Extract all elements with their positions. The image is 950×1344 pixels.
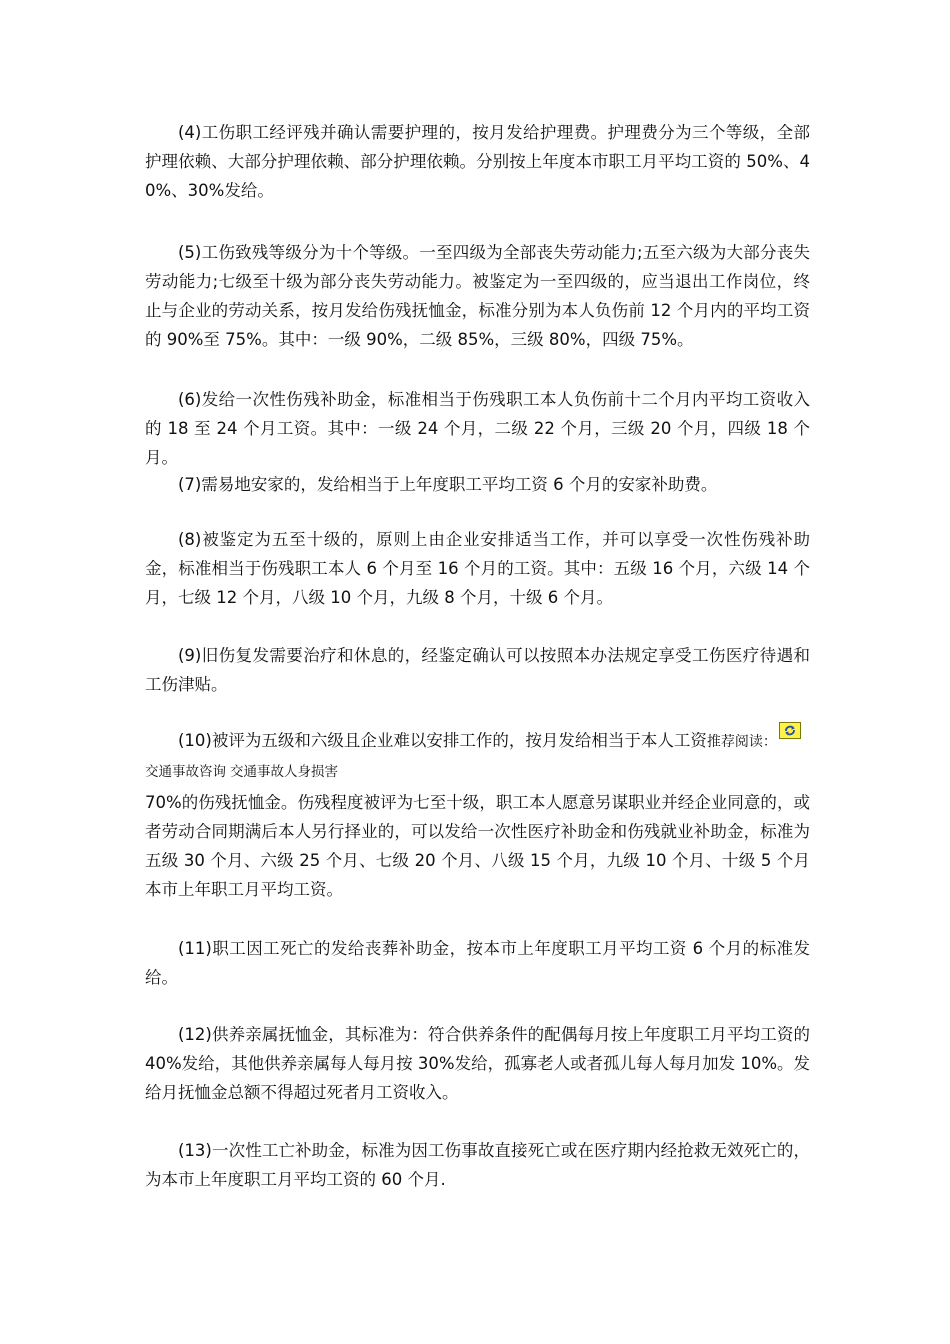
recommend-link-1[interactable]: 交通事故咨询 <box>145 764 226 780</box>
recommend-link-2[interactable]: 交通事故人身损害 <box>230 764 338 780</box>
paragraph-9: (9)旧伤复发需要治疗和休息的，经鉴定确认可以按照本办法规定享受工伤医疗待遇和工伤津贴。 <box>145 646 810 694</box>
paragraph-6: (6)发给一次性伤残补助金，标准相当于伤残职工本人负伤前十二个月内平均工资收入的 18 至 24 个月工资。其中：一级 24 个月，二级 22 个月，三级 20 个月，四级 18 个月。 <box>145 390 810 467</box>
paragraph-10-start: (10)被评为五级和六级且企业难以安排工作的，按月发给相当于本人工资 <box>178 731 707 750</box>
recommend-links <box>145 762 342 782</box>
paragraph-8: (8)被鉴定为五至十级的，原则上由企业安排适当工作，并可以享受一次性伤残补助金，标准相当于伤残职工本人 6 个月至 16 个月的工资。其中：五级 16 个月，六级 14 个月，七级 12 个月，八级 10 个月，九级 8 个月，十级 6 个月。 <box>145 530 810 607</box>
paragraph-10 <box>145 726 810 757</box>
paragraph-10-continued: 70%的伤残抚恤金。伤残程度被评为七至十级，职工本人愿意另谋职业并经企业同意的，或者劳动合同期满后本人另行择业的，可以发给一次性医疗补助金和伤残就业补助金，标准为五级 30 个月、六级 25 个月、七级 20 个月、八级 15 个月，九级 10 个月、十级 5 个月本市上年职工月平均工资。 <box>145 793 810 899</box>
paragraph-11: (11)职工因工死亡的发给丧葬补助金，按本市上年度职工月平均工资 6 个月的标准发给。 <box>145 939 810 987</box>
paragraph-13: (13)一次性工亡补助金，标准为因工伤事故直接死亡或在医疗期内经抢救无效死亡的，为本市上年度职工月平均工资的 60 个月. <box>145 1141 810 1189</box>
paragraph-7: (7)需易地安家的，发给相当于上年度职工平均工资 6 个月的安家补助费。 <box>178 475 718 494</box>
refresh-icon[interactable] <box>779 722 801 739</box>
paragraph-4: (4)工伤职工经评残并确认需要护理的，按月发给护理费。护理费分为三个等级，全部护理依赖、大部分护理依赖、部分护理依赖。分别按上年度本市职工月平均工资的 50%、40%、30%发给。 <box>145 123 810 200</box>
paragraph-5: (5)工伤致残等级分为十个等级。一至四级为全部丧失劳动能力;五至六级为大部分丧失劳动能力;七级至十级为部分丧失劳动能力。被鉴定为一至四级的，应当退出工作岗位，终止与企业的劳动关系，按月发给伤残抚恤金，标准分别为本人负伤前 12 个月内的平均工资的 90%至 75%。其中：一级 90%，二级 85%，三级 80%，四级 75%。 <box>145 243 810 349</box>
recommend-label: 推荐阅读： <box>706 734 777 750</box>
paragraph-12: (12)供养亲属抚恤金，其标准为：符合供养条件的配偶每月按上年度职工月平均工资的 40%发给，其他供养亲属每人每月按 30%发给，孤寡老人或者孤儿每人每月加发 10%。发给月抚恤金总额不得超过死者月工资收入。 <box>145 1025 811 1102</box>
